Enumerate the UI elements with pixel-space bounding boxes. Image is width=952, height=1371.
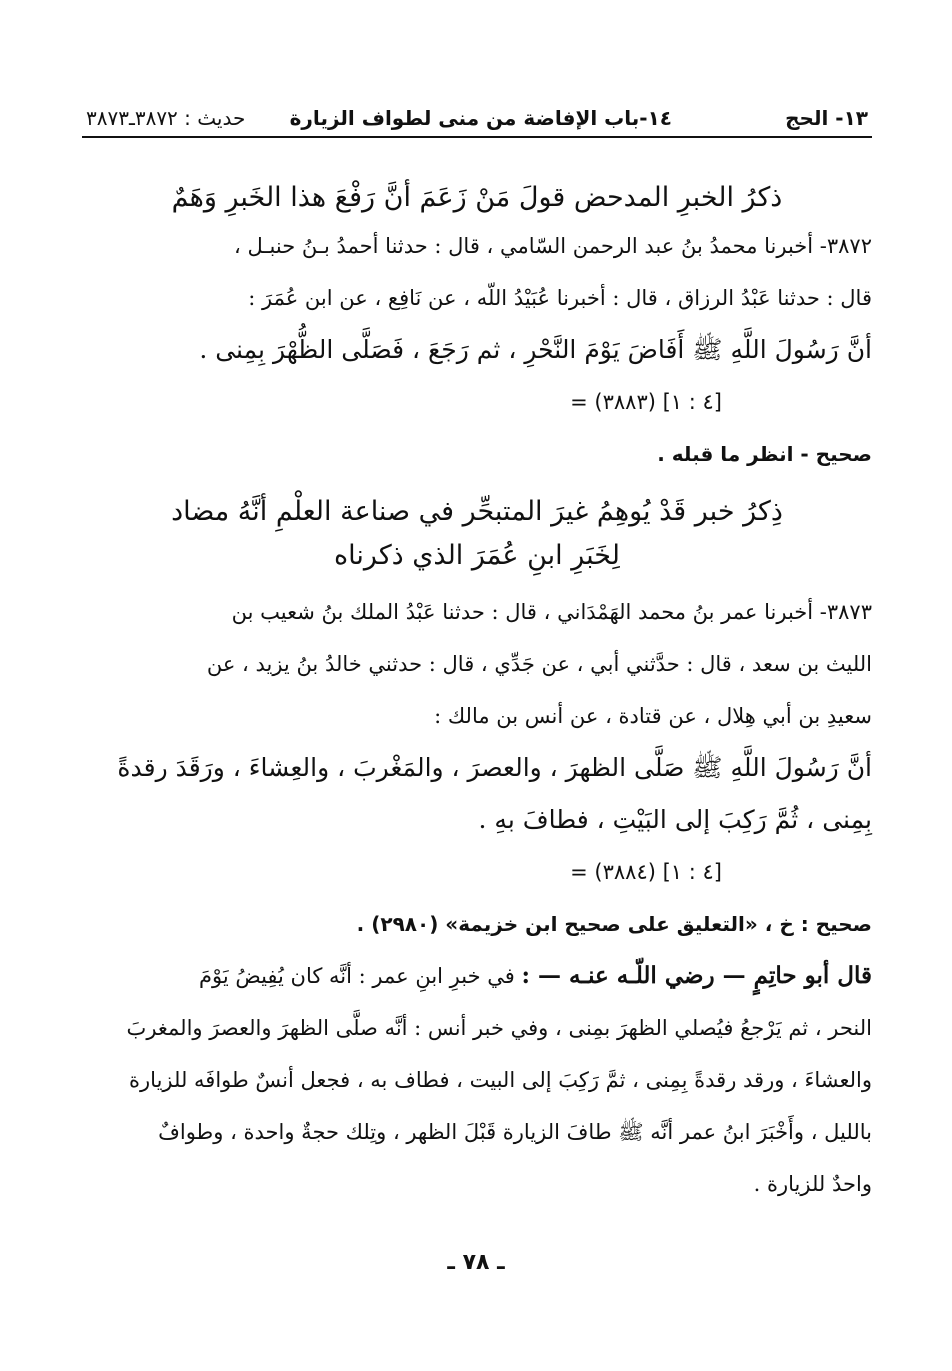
header-book-title: ١٣- الحج (785, 106, 868, 130)
commentary-line: والعشاءَ ، ورقد رقدةً بِمِنى ، ثمَّ رَكِبَ إلى البيت ، فطاف به ، فجعل أنسٌ طوافَه للزيارة (129, 1068, 872, 1092)
commentary-line: بالليل ، وأَخْبَرَ ابنُ عمر أنَّه ﷺ طافَ الزيارة قَبْلَ الظهر ، وتِلك حجةٌ واحدة ، وطوافٌ (158, 1120, 872, 1144)
section-title: ذكرُ الخبرِ المدحض قولَ مَنْ زَعَمَ أنَّ رَفْعَ هذا الخَبرِ وَهَمٌ (171, 182, 783, 213)
cross-reference: = (٣٨٨٣) [٤ : ١] (570, 390, 722, 414)
page-number: ـ ٧٨ ـ (447, 1250, 505, 1275)
hadith-isnad-line: ٣٨٧٢- أخبرنا محمدُ بنُ عبد الرحمن السّامي ، قال : حدثنا أحمدُ بـنُ حنبـل ، (234, 234, 872, 258)
hadith-matn-line: بِمِنى ، ثُمَّ رَكِبَ إلى البَيْتِ ، فطافَ بهِ . (478, 805, 872, 834)
hadith-matn-line: أنَّ رَسُولَ اللَّهِ ﷺ صَلَّى الظهرَ ، والعصرَ ، والمَغْربَ ، والعِشاءَ ، ورَقَدَ رقدةً (117, 753, 872, 782)
commentary-text: في خبرِ ابنِ عمر : أنَّه كان يُفِيضُ يَوْمَ (198, 964, 515, 988)
running-header (82, 100, 872, 138)
hadith-isnad-line: قال : حدثنا عَبْدُ الرزاق ، قال : أخبرنا عُبَيْدُ اللّه ، عن نَافِع ، عن ابن عُمَرَ : (248, 286, 872, 310)
hadith-isnad-line: ٣٨٧٣- أخبرنا عمر بنُ محمد الهَمْدَاني ، قال : حدثنا عَبْدُ الملك بنُ شعيب بن (231, 600, 872, 624)
section-title-line: ذِكرُ خبر قَدْ يُوهِمُ غيرَ المتبحِّر في صناعة العلْمِ أنَّهُ مضاد (171, 496, 783, 527)
header-hadith-range: حديث : ٣٨٧٢ـ٣٨٧٣ (86, 106, 246, 130)
commentary-head: قال أبو حاتِمٍ — رضي اللّـه عنـه — : (521, 962, 872, 989)
hadith-isnad-line: الليث بن سعد ، قال : حدَّثني أبي ، عن جَدِّي ، قال : حدثني خالدُ بنُ يزيد ، عن (206, 652, 872, 676)
hadith-matn: أنَّ رَسُولَ اللَّهِ ﷺ أَفَاضَ يَوْمَ النَّحْرِ ، ثم رَجَعَ ، فَصَلَّى الظُّهْرَ بِمِنى . (199, 335, 872, 364)
hadith-isnad-line: سعيدِ بن أبي هِلال ، عن قتادة ، عن أنس بن مالك : (434, 704, 872, 728)
hadith-grade: صحيح - انظر ما قبله . (657, 442, 872, 466)
book-page (82, 100, 872, 1210)
commentary-line: واحدٌ للزيارة . (753, 1172, 872, 1196)
cross-reference: = (٣٨٨٤) [٤ : ١] (570, 860, 722, 884)
commentary-line: النحر ، ثم يَرْجعُ فيُصلي الظهرَ بمِنى ، وفي خبر أنس : أنَّه صلَّى الظهرَ والعصرَ والمغربَ (126, 1016, 872, 1040)
section-title-line: لِخَبَرِ ابنِ عُمَرَ الذي ذكرناه (334, 540, 620, 571)
commentary-line (82, 950, 872, 1002)
hadith-grade: صحيح : خ ، «التعليق على صحيح ابن خزيمة» (٢٩٨٠) . (356, 912, 872, 936)
header-chapter-title: ١٤-باب الإفاضة من منى لطواف الزيارة (289, 106, 672, 130)
